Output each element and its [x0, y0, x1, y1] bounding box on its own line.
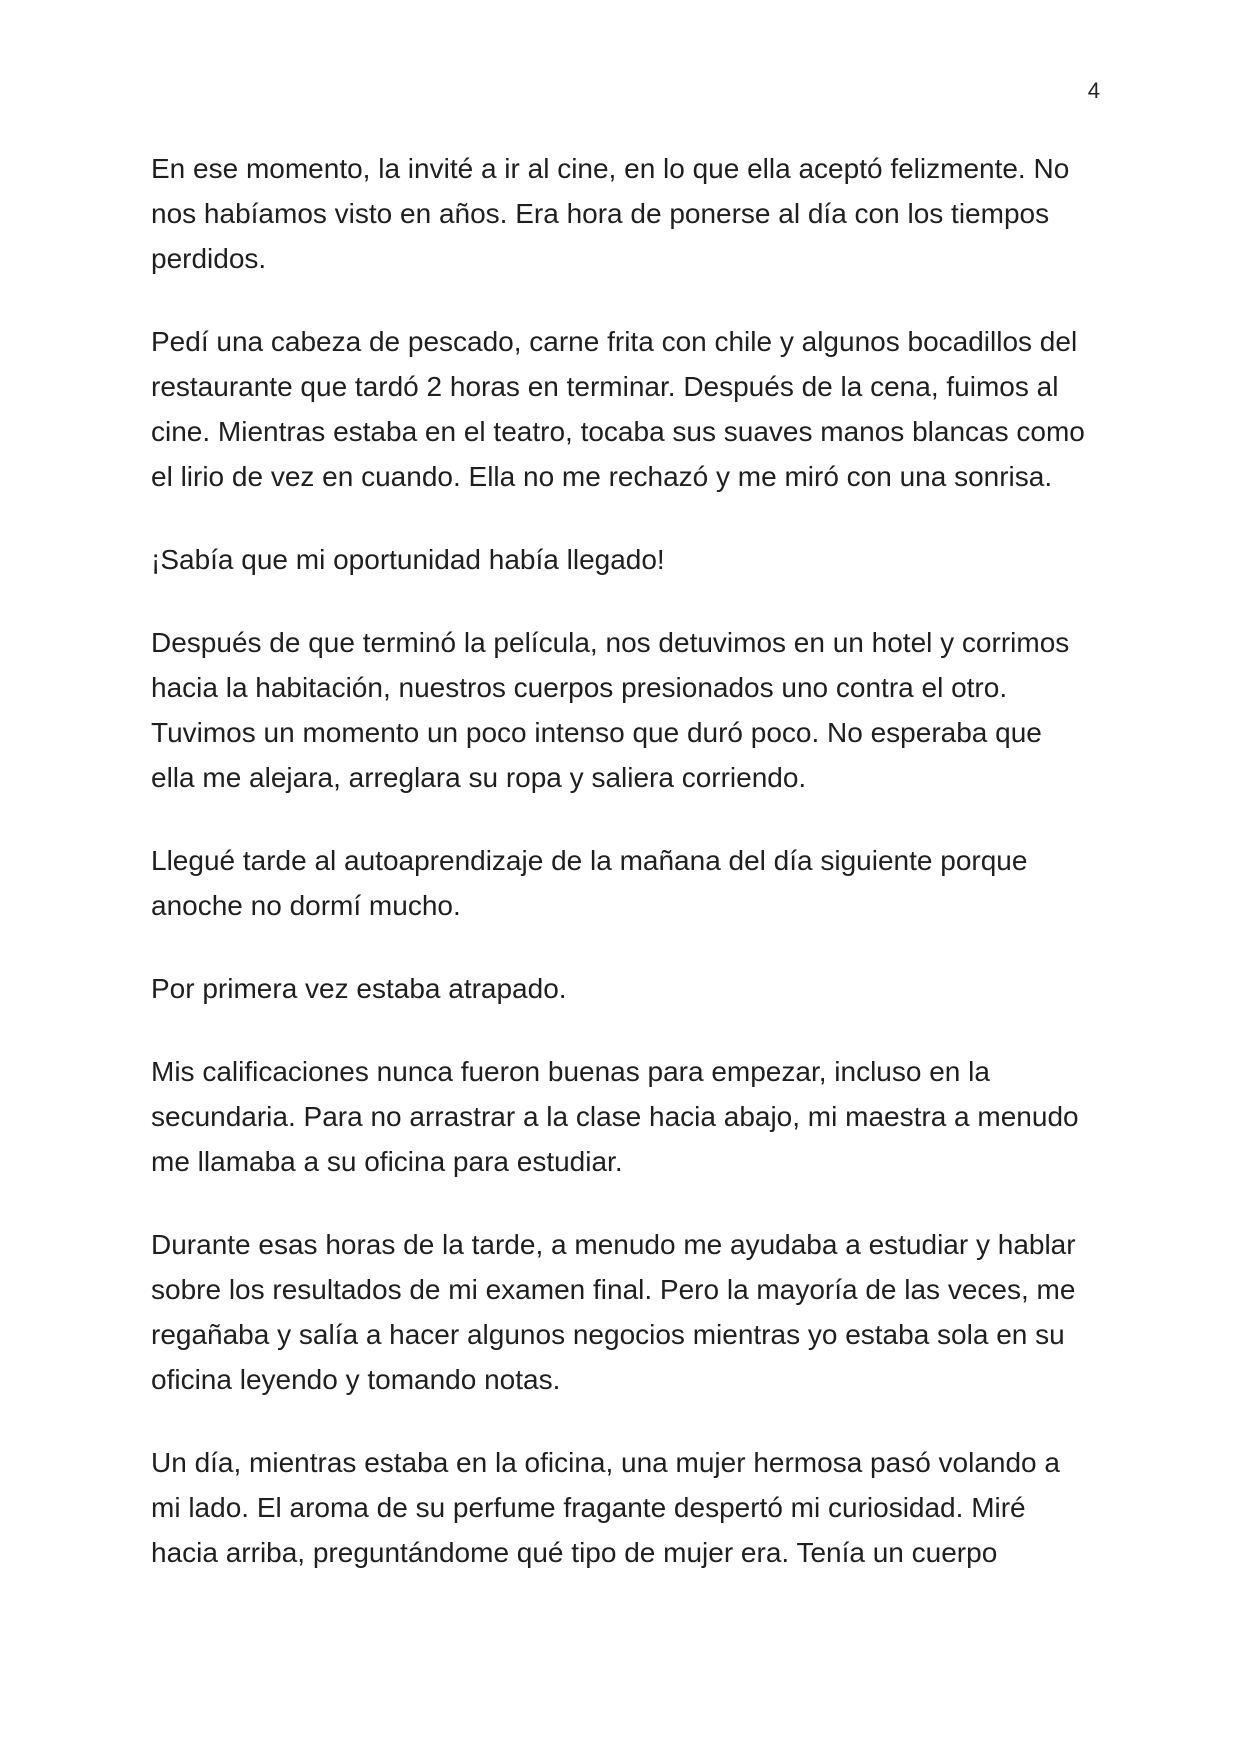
- text-line: ella me alejara, arreglara su ropa y saliera corriendo.: [151, 762, 807, 793]
- text-line: Llegué tarde al autoaprendizaje de la mañana del día siguiente porque: [151, 845, 1028, 876]
- text-line: mi lado. El aroma de su perfume fragante despertó mi curiosidad. Miré: [151, 1492, 1026, 1523]
- body-text: [151, 146, 1101, 1613]
- text-line: cine. Mientras estaba en el teatro, tocaba sus suaves manos blancas como: [151, 416, 1085, 447]
- text-line: perdidos.: [151, 243, 267, 274]
- paragraph-7: [151, 1049, 1101, 1184]
- text-line: Tuvimos un momento un poco intenso que duró poco. No esperaba que: [151, 717, 1042, 748]
- paragraph-2: [151, 319, 1101, 499]
- text-line: Por primera vez estaba atrapado.: [151, 973, 567, 1004]
- paragraph-4: [151, 620, 1101, 800]
- paragraph-1: [151, 146, 1101, 281]
- text-line: ¡Sabía que mi oportunidad había llegado!: [151, 544, 665, 575]
- text-line: nos habíamos visto en años. Era hora de ponerse al día con los tiempos: [151, 198, 1050, 229]
- paragraph-8: [151, 1222, 1101, 1402]
- text-line: regañaba y salía a hacer algunos negocios mientras yo estaba sola en su: [151, 1319, 1065, 1350]
- page-number: 4: [1087, 78, 1100, 103]
- text-line: Un día, mientras estaba en la oficina, una mujer hermosa pasó volando a: [151, 1447, 1060, 1478]
- text-line: oficina leyendo y tomando notas.: [151, 1364, 561, 1395]
- paragraph-5: [151, 838, 1101, 928]
- text-line: hacia arriba, preguntándome qué tipo de mujer era. Tenía un cuerpo: [151, 1537, 998, 1568]
- text-line: En ese momento, la invité a ir al cine, en lo que ella aceptó felizmente. No: [151, 153, 1070, 184]
- text-line: restaurante que tardó 2 horas en terminar. Después de la cena, fuimos al: [151, 371, 1059, 402]
- text-line: Después de que terminó la película, nos detuvimos en un hotel y corrimos: [151, 627, 1070, 658]
- text-line: el lirio de vez en cuando. Ella no me rechazó y me miró con una sonrisa.: [151, 461, 1053, 492]
- text-line: Pedí una cabeza de pescado, carne frita con chile y algunos bocadillos del: [151, 326, 1078, 357]
- paragraph-3: [151, 537, 1101, 582]
- text-line: Durante esas horas de la tarde, a menudo me ayudaba a estudiar y hablar: [151, 1229, 1076, 1260]
- text-line: secundaria. Para no arrastrar a la clase hacia abajo, mi maestra a menudo: [151, 1101, 1079, 1132]
- text-line: anoche no dormí mucho.: [151, 890, 461, 921]
- paragraph-9: [151, 1440, 1101, 1575]
- text-line: me llamaba a su oficina para estudiar.: [151, 1146, 623, 1177]
- paragraph-6: [151, 966, 1101, 1011]
- text-line: hacia la habitación, nuestros cuerpos presionados uno contra el otro.: [151, 672, 1008, 703]
- text-line: Mis calificaciones nunca fueron buenas para empezar, incluso en la: [151, 1056, 990, 1087]
- text-line: sobre los resultados de mi examen final. Pero la mayoría de las veces, me: [151, 1274, 1076, 1305]
